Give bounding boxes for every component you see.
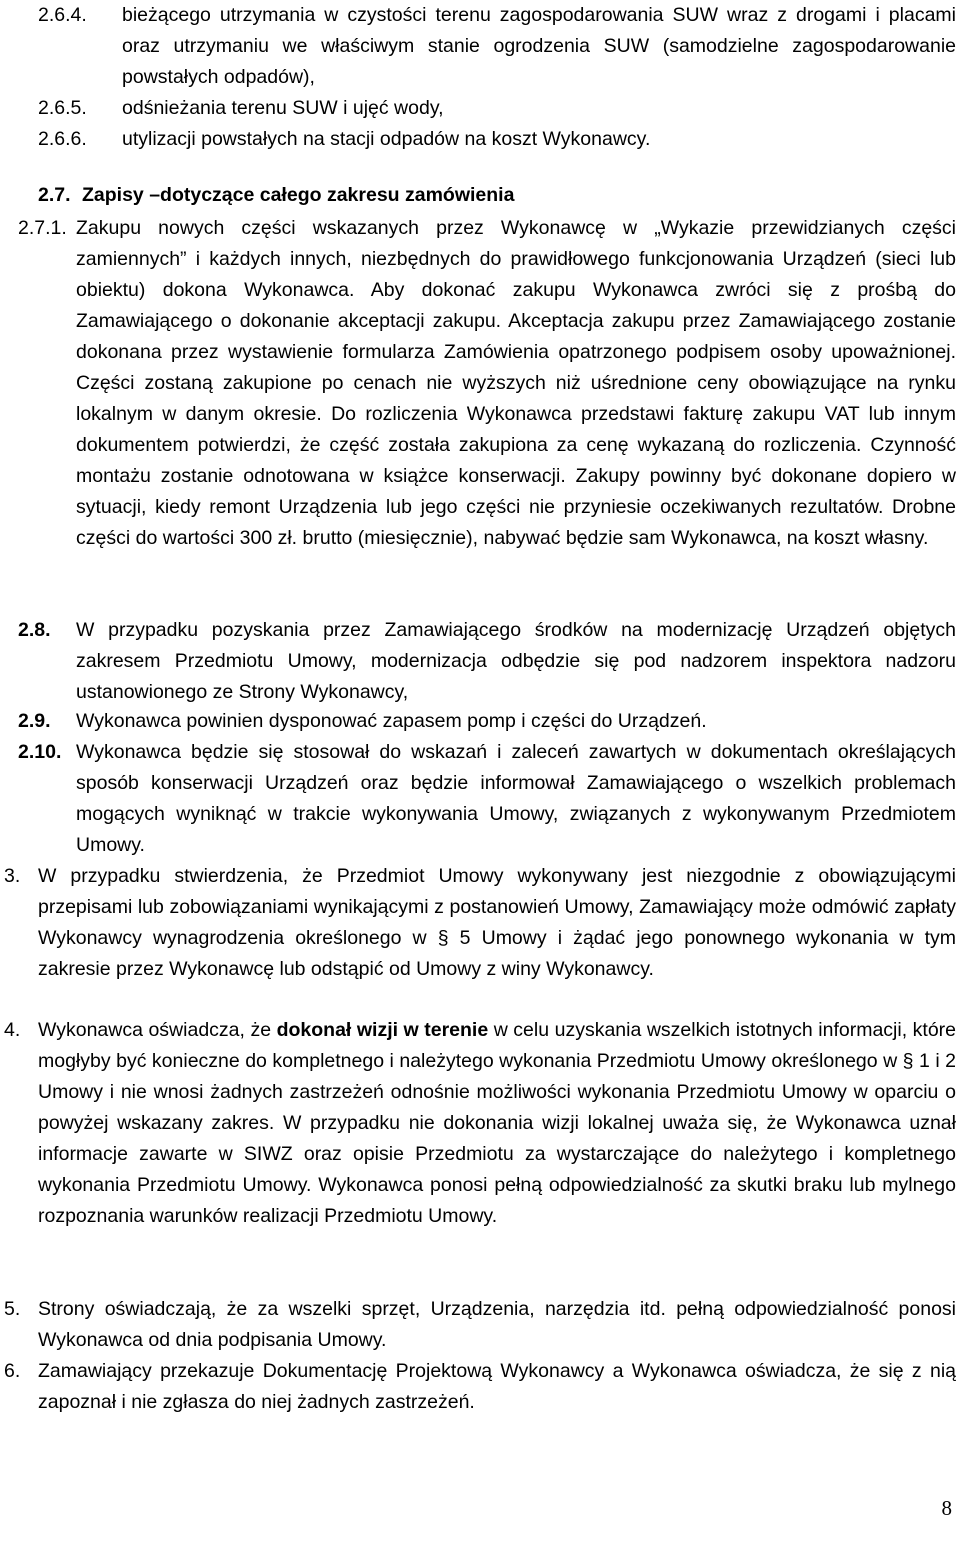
list-item-2-10 — [18, 737, 956, 861]
item-number: 2.6.5. — [38, 97, 87, 119]
item-number: 2.6.4. — [38, 4, 87, 26]
item-number: 2.7.1. — [18, 217, 67, 239]
list-item-4 — [4, 1015, 956, 1232]
item-text: Wykonawca będzie się stosował do wskazań i zaleceń zawartych w dokumentach określających sposób konserwacji Urządzeń oraz będzie informował Zamawiającego o wszelkich problemach mogących wyniknąć w trakcie wykonywania Umowy, związanych z wykonywanym Przedmiotem Umowy. — [76, 741, 956, 856]
item-number: 2.7. — [38, 184, 71, 206]
item-number: 2.6.6. — [38, 128, 87, 150]
item-number: 2.8. — [18, 619, 51, 641]
item-number: 2.10. — [18, 741, 62, 763]
section-heading-2-7 — [38, 180, 956, 211]
list-item-2-8 — [18, 615, 956, 708]
item-text: Zamawiający przekazuje Dokumentację Projektową Wykonawcy a Wykonawca oświadcza, że się z nią zapoznał i nie zgłasza do niej żadnych zastrzeżeń. — [38, 1360, 956, 1413]
item-number: 5. — [4, 1298, 21, 1320]
list-item-2-7-1 — [18, 213, 956, 554]
item-text-before: Wykonawca oświadcza, że — [38, 1019, 277, 1041]
item-number: 2.9. — [18, 710, 51, 732]
item-text: bieżącego utrzymania w czystości terenu zagospodarowania SUW wraz z drogami i placami oraz utrzymaniu we właściwym stanie ogrodzenia SUW (samodzielne zagospodarowanie powstałych odpadów), — [122, 4, 956, 88]
item-text: W przypadku pozyskania przez Zamawiającego środków na modernizację Urządzeń objętych zakresem Przedmiotu Umowy, modernizacja odbędzie się pod nadzorem inspektora nadzoru ustanowionego ze Strony Wykonawcy, — [76, 619, 956, 703]
list-item-6 — [4, 1356, 956, 1418]
list-item-2-6-5 — [38, 93, 956, 124]
item-text: utylizacji powstałych na stacji odpadów na koszt Wykonawcy. — [122, 128, 651, 150]
item-text-after: w celu uzyskania wszelkich istotnych informacji, które mogłyby być konieczne do kompletnego i należytego wykonania Przedmiotu Umowy określonego w § 1 i 2 Umowy i nie wnosi żadnych zastrzeżeń odnośnie możliwości wykonania Przedmiotu Umowy w oparciu o powyżej wskazany zakres. W przypadku nie dokonania wizji lokalnej uważa się, że Wykonawca uznał informacje zawarte w SIWZ oraz opisie Przedmiotu za wystarczające do należytego i kompletnego wykonania Przedmiotu Umowy. Wykonawca ponosi pełną odpowiedzialność za skutki braku lub mylnego rozpoznania warunków realizacji Przedmiotu Umowy. — [38, 1019, 956, 1227]
section-title: Zapisy –dotyczące całego zakresu zamówienia — [82, 184, 515, 206]
item-text — [38, 1015, 956, 1232]
list-item-3 — [4, 861, 956, 985]
item-text: odśnieżania terenu SUW i ujęć wody, — [122, 97, 444, 119]
list-item-2-6-4 — [38, 0, 956, 93]
list-item-2-6-6 — [38, 124, 956, 155]
item-number: 3. — [4, 865, 21, 887]
item-number: 4. — [4, 1019, 21, 1041]
list-item-5 — [4, 1294, 956, 1356]
page-number: 8 — [941, 1496, 952, 1520]
item-number: 6. — [4, 1360, 21, 1382]
item-text-bold: dokonał wizji w terenie — [276, 1019, 489, 1041]
item-text: Wykonawca powinien dysponować zapasem pomp i części do Urządzeń. — [76, 710, 707, 732]
item-text: W przypadku stwierdzenia, że Przedmiot Umowy wykonywany jest niezgodnie z obowiązującymi przepisami lub zobowiązaniami wynikającymi z postanowień Umowy, Zamawiający może odmówić zapłaty Wykonawcy wynagrodzenia określonego w § 5 Umowy i żądać jego ponownego wykonania w tym zakresie przez Wykonawcę lub odstąpić od Umowy z winy Wykonawcy. — [38, 865, 956, 980]
item-text: Zakupu nowych części wskazanych przez Wykonawcę w „Wykazie przewidzianych części zamiennych” i każdych innych, niezbędnych do prawidłowego funkcjonowania Urządzeń (sieci lub obiektu) dokona Wykonawca. Aby dokonać zakupu Wykonawca zwróci się z prośbą do Zamawiającego o dokonanie akceptacji zakupu. Akceptacja zakupu przez Zamawiającego zostanie dokonana przez wystawienie formularza Zamówienia opatrzonego podpisem osoby upoważnionej. Części zostaną zakupione po cenach nie wyższych niż uśrednione ceny obowiązujące na rynku lokalnym w danym okresie. Do rozliczenia Wykonawca przedstawi fakturę zakupu VAT lub innym dokumentem potwierdzi, że część została zakupiona za cenę wykazaną do rozliczenia. Czynność montażu zostanie odnotowana w książce konserwacji. Zakupy powinny być dokonane dopiero w sytuacji, kiedy remont Urządzenia lub jego części nie przyniesie oczekiwanych rezultatów. Drobne części do wartości 300 zł. brutto (miesięcznie), nabywać będzie sam Wykonawca, na koszt własny. — [76, 217, 956, 549]
item-text: Strony oświadczają, że za wszelki sprzęt, Urządzenia, narzędzia itd. pełną odpowiedzialność ponosi Wykonawca od dnia podpisania Umowy. — [38, 1298, 956, 1351]
list-item-2-9 — [18, 706, 956, 737]
